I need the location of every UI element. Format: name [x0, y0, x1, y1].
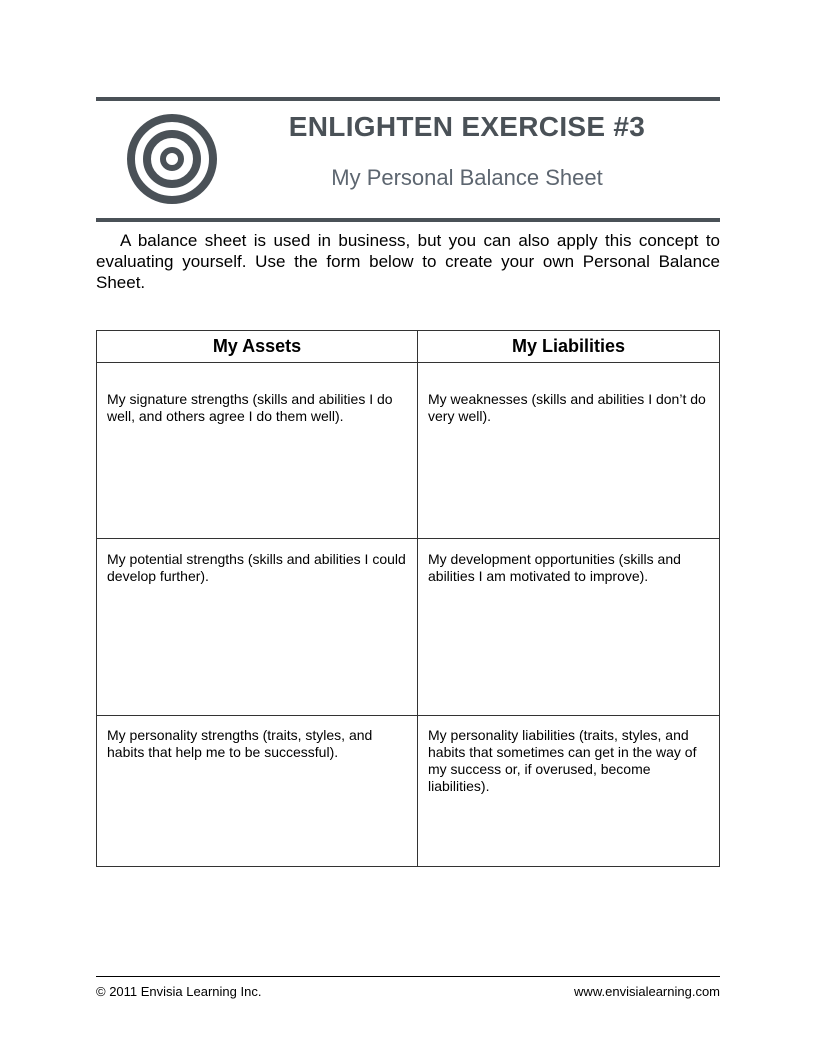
liabilities-column-header: My Liabilities	[418, 331, 720, 363]
table-header-row	[97, 331, 720, 363]
balance-sheet-table	[96, 330, 720, 867]
weaknesses-cell[interactable]: My weaknesses (skills and abilities I don’t do very well).	[418, 363, 720, 539]
intro-text: A balance sheet is used in business, but you can also apply this concept to evaluating yourself. Use the form below to create your own Personal Balance Sheet.	[96, 231, 720, 292]
target-icon	[126, 113, 218, 205]
potential-strengths-cell[interactable]: My potential strengths (skills and abilities I could develop further).	[97, 539, 418, 716]
intro-paragraph	[96, 230, 720, 293]
footer-website-link[interactable]: www.envisialearning.com	[574, 984, 720, 999]
signature-strengths-cell[interactable]: My signature strengths (skills and abilities I do well, and others agree I do them well).	[97, 363, 418, 539]
assets-column-header: My Assets	[97, 331, 418, 363]
page-title: ENLIGHTEN EXERCISE #3	[288, 111, 646, 142]
personality-strengths-cell[interactable]: My personality strengths (traits, styles, and habits that help me to be successful).	[97, 716, 418, 867]
header-top-rule	[96, 97, 720, 101]
development-opportunities-cell[interactable]: My development opportunities (skills and abilities I am motivated to improve).	[418, 539, 720, 716]
footer-rule	[96, 976, 720, 977]
table-row	[97, 363, 720, 539]
page-subtitle: My Personal Balance Sheet	[331, 165, 603, 190]
footer-copyright: © 2011 Envisia Learning Inc.	[96, 984, 262, 999]
table-row	[97, 716, 720, 867]
personality-liabilities-cell[interactable]: My personality liabilities (traits, styles, and habits that sometimes can get in the way of my success or, if overused, become liabilities).	[418, 716, 720, 867]
header-bottom-rule	[96, 218, 720, 222]
table-row	[97, 539, 720, 716]
